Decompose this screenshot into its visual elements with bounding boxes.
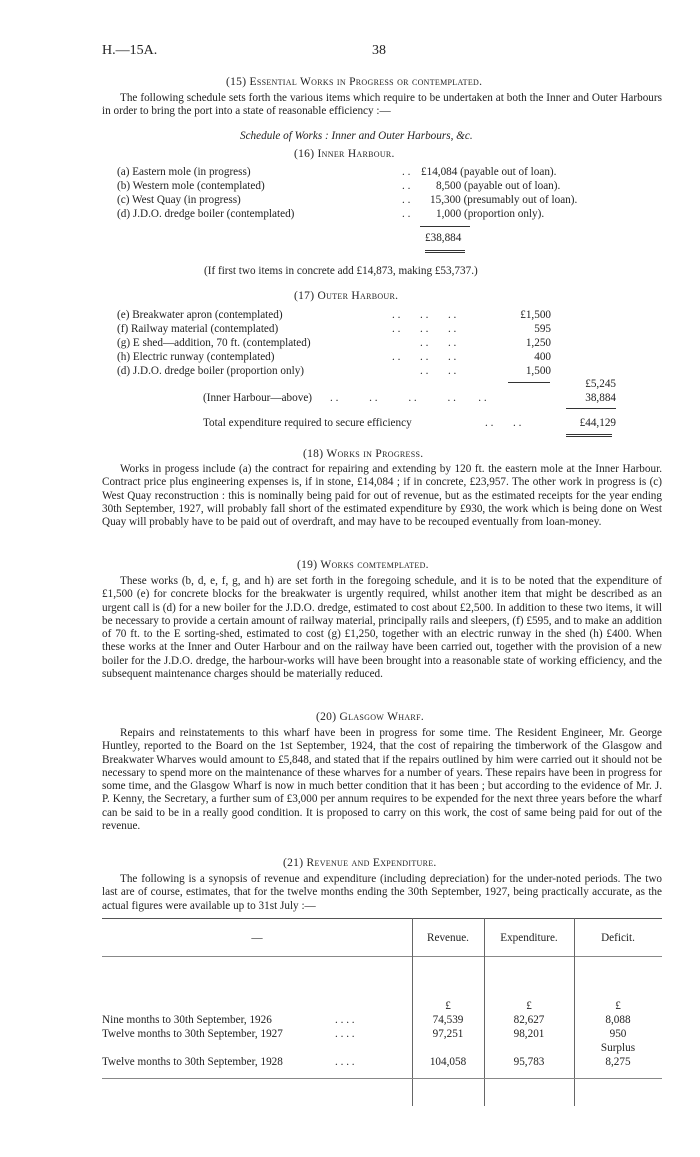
report-reference: H.—15A. xyxy=(102,43,158,58)
section-16-heading: (16) Inner Harbour. xyxy=(294,148,395,160)
table-row-period: Twelve months to 30th September, 1927 xyxy=(102,1028,283,1040)
section-18-body: Works in progess include (a) the contract for repairing and extending by 120 ft. the eastern mole at the Inner Harbour. Contract price plus engineering expenses is, if in stone, £14,084 ; if in concrete, £23,957. The other work in progress is (c) West Quay reconstruction : this is nominally being paid for out of revenue, but as the estimated receipts for the year ending 30th September, 1927, will probably fall short of the estimated expenditure by £930, the work which is being done on West Quay will probably have to be paid out of overdraft, and may have to be recouped eventually from loan-money. xyxy=(102,463,662,529)
table-row-period: Twelve months to 30th September, 1928 xyxy=(102,1056,283,1068)
leader-dots: . . . . . . xyxy=(392,351,457,363)
total-double-rule xyxy=(425,250,465,253)
outer-item-label: (e) Breakwater apron (contemplated) xyxy=(117,309,283,321)
table-row-revenue: 104,058 xyxy=(429,1056,467,1068)
table-header-period: — xyxy=(251,932,263,944)
inner-item-label: (c) West Quay (in progress) xyxy=(117,194,241,206)
sum-rule xyxy=(566,408,616,409)
inner-item-label: (d) J.D.O. dredge boiler (contemplated) xyxy=(117,208,295,220)
unit-deficit: £ xyxy=(615,1000,621,1012)
section-19-body: These works (b, d, e, f, g, and h) are set forth in the foregoing schedule, and it is to be noted that the expenditure of £1,500 (e) for concrete blocks for the breakwater is urgently required, whilst another item that might be described as an urgent call is (d) for a new boiler for the J.D.O. dredge, estimated to cost about £2,500. In addition to these two items, it will be necessary to provide a certain amount of railway material, principally rails and sleepers, (f) £595, and to make an addition of 70 ft. to the E sorting-shed, estimated to cost (g) £1,250, together with an electric runway in the shed (h) £400. When these works at the Inner and Outer Harbour and on the railway have been carried out, together with the provision of a new boiler for the J.D.O. dredge, the harbour-works will have been brought into a reasonable state of working efficiency, and the subsequent maintenance charges should be materially reduced. xyxy=(102,575,662,681)
section-17-heading: (17) Outer Harbour. xyxy=(294,290,399,302)
outer-item-amount: 595 xyxy=(534,323,551,335)
section-21-body: The following is a synopsis of revenue and expenditure (including depreciation) for the under-noted periods. The two last are of course, estimates, that for the twelve months ending the 30th September, 1927, being practically accurate, as the actual figures were available up to 31st July :— xyxy=(102,873,662,912)
page-number: 38 xyxy=(372,43,386,58)
sum-rule xyxy=(420,226,470,227)
total-expenditure-label: Total expenditure required to secure efficiency xyxy=(203,417,412,429)
outer-harbour-subtotal: £5,245 xyxy=(585,378,616,390)
table-row-expenditure: 98,201 xyxy=(513,1028,545,1040)
header-rule xyxy=(102,956,662,957)
table-row-deficit: 950 xyxy=(609,1028,627,1040)
unit-expenditure: £ xyxy=(526,1000,532,1012)
inner-item-dots: . . xyxy=(402,180,411,192)
inner-item-label: (a) Eastern mole (in progress) xyxy=(117,166,251,178)
table-row-revenue: 97,251 xyxy=(432,1028,464,1040)
table-row-dots: . . . . xyxy=(335,1014,355,1026)
outer-item-label: (d) J.D.O. dredge boiler (proportion only) xyxy=(117,365,305,377)
inner-item-label: (b) Western mole (contemplated) xyxy=(117,180,265,192)
outer-item-label: (h) Electric runway (contemplated) xyxy=(117,351,275,363)
outer-item-label: (f) Railway material (contemplated) xyxy=(117,323,279,335)
sum-rule xyxy=(508,382,550,383)
surplus-note: Surplus xyxy=(600,1042,636,1054)
table-row-revenue: 74,539 xyxy=(432,1014,464,1026)
section-15-heading: (15) Essential Works in Progress or contemplated. xyxy=(226,76,483,88)
section-18-heading: (18) Works in Progress. xyxy=(303,448,424,460)
leader-dots: . . . . . . xyxy=(392,309,457,321)
outer-item-amount: £1,500 xyxy=(520,309,551,321)
table-row-expenditure: 82,627 xyxy=(513,1014,545,1026)
table-row-expenditure: 95,783 xyxy=(513,1056,545,1068)
inner-item-dots: . . xyxy=(402,208,411,220)
outer-item-amount: 1,250 xyxy=(525,337,551,349)
leader-dots: . . . . xyxy=(485,417,522,429)
outer-item-amount: 400 xyxy=(534,351,551,363)
table-header-revenue: Revenue. xyxy=(427,932,469,944)
leader-dots: . . . . xyxy=(392,365,457,377)
leader-dots: . . . . xyxy=(392,337,457,349)
inner-item-dots: . . xyxy=(402,194,411,206)
leader-dots: . . . . . . . . . . xyxy=(330,392,487,404)
section-20-body: Repairs and reinstatements to this wharf have been in progress for some time. The Resident Engineer, Mr. George Huntley, reported to the Board on the 1st September, 1924, that the cost of repairing the timberwork of the Glasgow and Breakwater Wharves would amount to £5,848, and stated that if the repairs outlined by him were carried out it should not be necessary to spend more on the maintenance of these wharves for a number of years. These repairs have been in progress for some time, and the Glasgow Wharf is now in much better condition that it has been ; but according to the evidence of Mr. J. P. Kenny, the Secretary, a further sum of £3,000 per annum requires to be expended for the next three years before the wharf can be said to be in a really good condition. It is proposed to carry on this work, the cost of same being paid for out of the revenue. xyxy=(102,727,662,833)
inner-harbour-carried-amount: 38,884 xyxy=(585,392,616,404)
inner-item-amount: 1,000 (proportion only). xyxy=(436,208,545,220)
table-row-dots: . . . . xyxy=(335,1028,355,1040)
concrete-note: (If first two items in concrete add £14,873, making £53,737.) xyxy=(204,265,478,277)
total-double-rule xyxy=(566,434,612,437)
table-bottom-rule xyxy=(102,1078,662,1079)
inner-harbour-carried-label: (Inner Harbour—above) xyxy=(203,392,313,404)
schedule-title: Schedule of Works : Inner and Outer Harbours, &c. xyxy=(240,130,473,142)
section-15-intro: The following schedule sets forth the various items which require to be undertaken at both the Inner and Outer Harbours in order to bring the port into a state of reasonable efficiency :— xyxy=(102,92,662,118)
total-expenditure-amount: £44,129 xyxy=(579,417,616,429)
table-header-deficit: Deficit. xyxy=(601,932,635,944)
inner-item-amount: £14,084 (payable out of loan). xyxy=(421,166,557,178)
leader-dots: . . . . . . xyxy=(392,323,457,335)
inner-item-amount: 8,500 (payable out of loan). xyxy=(436,180,561,192)
section-21-heading: (21) Revenue and Expenditure. xyxy=(283,857,437,869)
inner-item-dots: . . xyxy=(402,166,411,178)
table-top-rule xyxy=(102,918,662,919)
outer-item-amount: 1,500 xyxy=(525,365,551,377)
table-row-period: Nine months to 30th September, 1926 xyxy=(102,1014,272,1026)
table-row-dots: . . . . xyxy=(335,1056,355,1068)
table-row-deficit: 8,275 xyxy=(605,1056,631,1068)
section-19-heading: (19) Works comtemplated. xyxy=(297,559,429,571)
outer-item-label: (g) E shed—addition, 70 ft. (contemplated) xyxy=(117,337,311,349)
section-20-heading: (20) Glasgow Wharf. xyxy=(316,711,424,723)
table-row-deficit: 8,088 xyxy=(605,1014,631,1026)
inner-item-amount: 15,300 (presumably out of loan). xyxy=(430,194,578,206)
inner-harbour-total: £38,884 xyxy=(425,232,462,244)
unit-revenue: £ xyxy=(445,1000,451,1012)
table-header-expenditure: Expenditure. xyxy=(500,932,558,944)
